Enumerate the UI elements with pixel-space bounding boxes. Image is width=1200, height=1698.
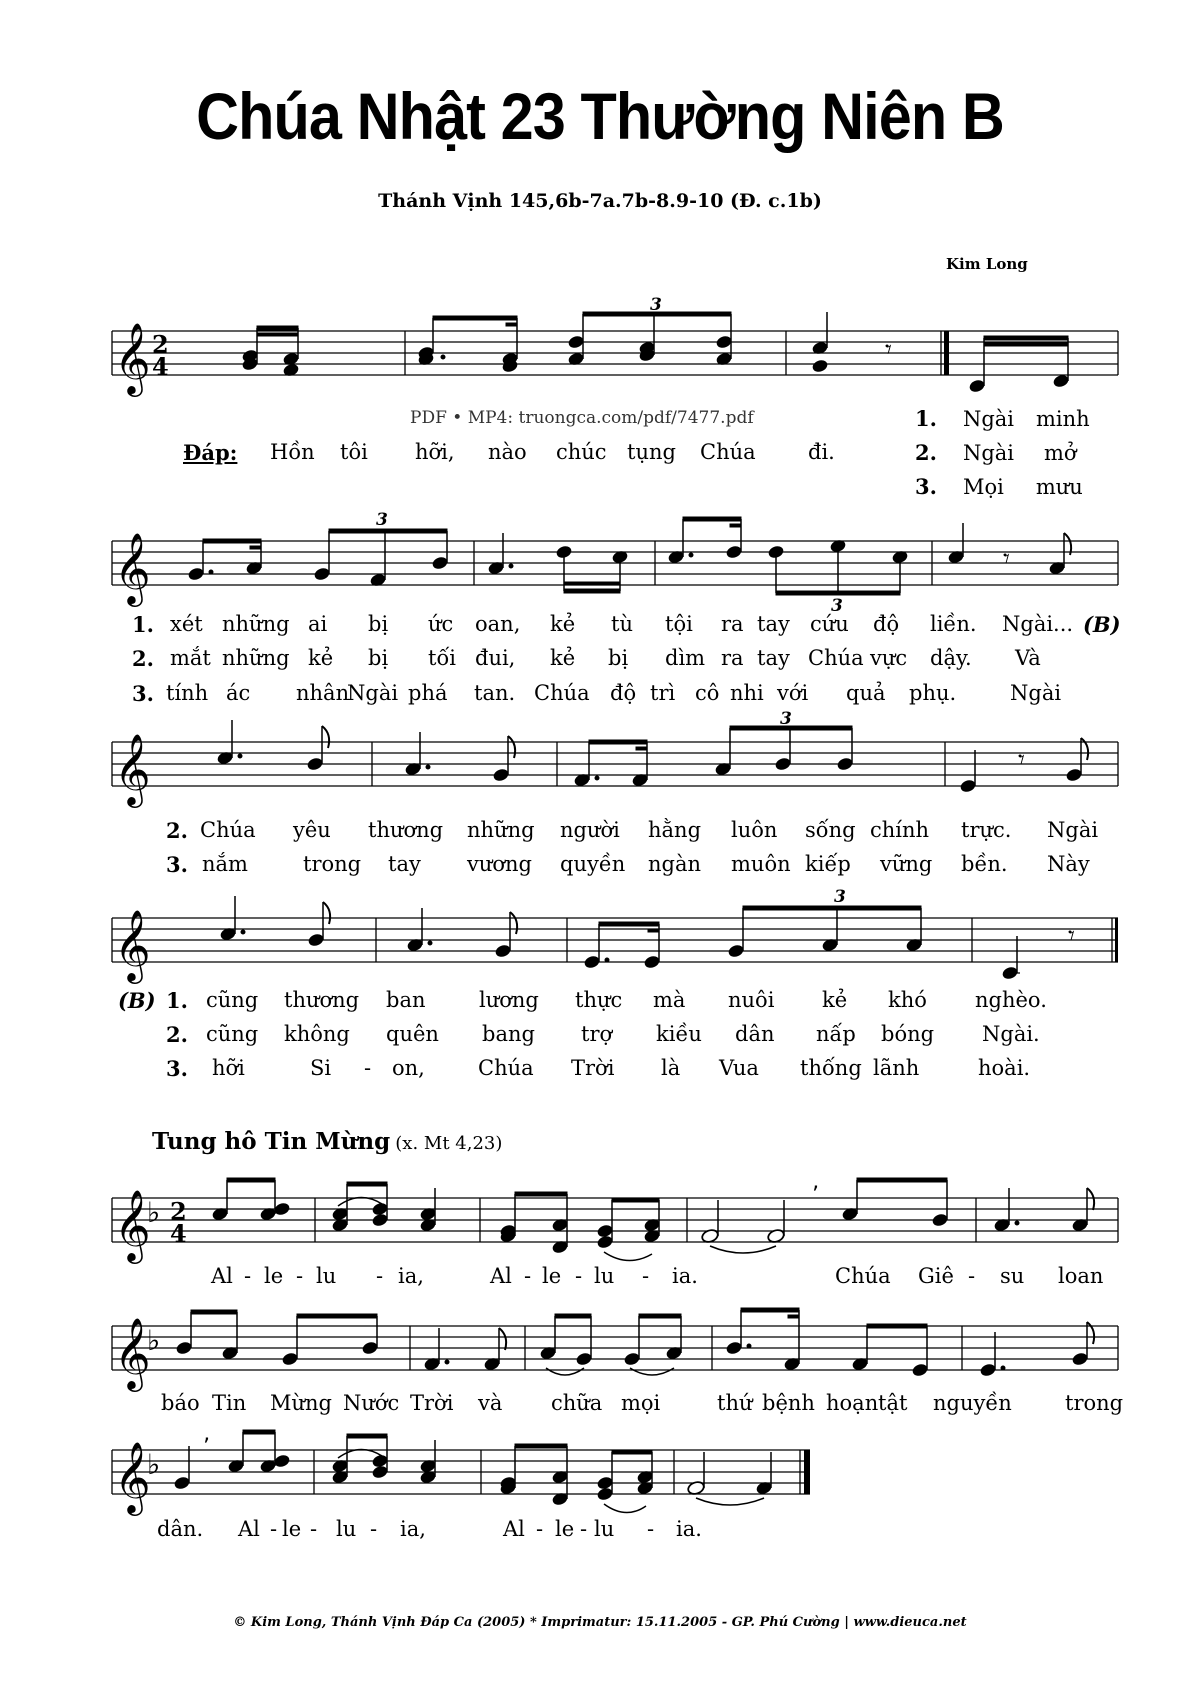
lyric-syllable: những	[222, 612, 290, 636]
svg-text:♭: ♭	[147, 1324, 161, 1357]
lyric-syllable: cũng	[206, 1022, 259, 1046]
lyric-syllable: -	[642, 1264, 650, 1288]
staff-gospel-2	[0, 1298, 1200, 1388]
lyric-syllable: tay	[757, 612, 790, 636]
lyric-syllable: Ngài	[1010, 681, 1062, 705]
staff-system-3	[0, 709, 1200, 805]
marker-b: (B)	[118, 988, 156, 1013]
lyric-syllable: bang	[482, 1022, 535, 1046]
verse-number: 3.	[166, 1056, 188, 1081]
lyric-syllable: muôn	[731, 852, 791, 876]
lyric-syllable: -	[968, 1264, 976, 1288]
response-syllable: tụng	[627, 440, 676, 464]
psalm-reference: Thánh Vịnh 145,6b-7a.7b-8.9-10 (Đ. c.1b)	[378, 190, 822, 212]
lyric-syllable: bệnh	[762, 1391, 815, 1415]
verse-start-2: 2. Ngài mở	[915, 440, 1077, 465]
lyric-syllable: tội	[665, 612, 693, 636]
triplet-mark: 3	[650, 295, 662, 315]
lyric-syllable: su	[1000, 1264, 1025, 1288]
svg-text:♭: ♭	[147, 1448, 161, 1481]
verse-number: 1.	[166, 988, 188, 1013]
lyric-syllable: dìm	[665, 646, 706, 670]
lyric-syllable: Giê	[918, 1264, 954, 1288]
lyric-syllable: -	[536, 1517, 544, 1541]
lyric-syllable: tính	[166, 681, 209, 705]
svg-text:𝄾: 𝄾	[1018, 745, 1025, 775]
lyric-syllable: hoạn	[826, 1391, 879, 1415]
lyric-syllable: trợ	[581, 1022, 613, 1046]
verse-number: 1.	[132, 612, 154, 637]
lyric-syllable: ia.	[672, 1264, 698, 1288]
lyric-syllable: trong	[1065, 1391, 1124, 1415]
lyric-syllable: dân	[735, 1022, 775, 1046]
response-syllable: chúc	[556, 440, 607, 464]
response-syllable: Chúa	[700, 440, 756, 464]
response-syllable: đi.	[808, 440, 835, 464]
lyric-syllable: lu	[316, 1264, 337, 1288]
lyric-syllable: ác	[226, 681, 251, 705]
lyric-syllable: phá	[408, 681, 448, 705]
lyric-syllable: mắt	[170, 646, 211, 670]
svg-text:3: 3	[834, 887, 846, 907]
lyric-syllable: le	[282, 1517, 302, 1541]
svg-text:’: ’	[812, 1183, 819, 1208]
lyric-syllable: ra	[721, 646, 744, 670]
lyric-syllable: Tin	[212, 1391, 247, 1415]
lyric-syllable: tật	[878, 1391, 908, 1415]
lyric-syllable: nhi	[730, 681, 764, 705]
lyric-syllable: kẻ	[822, 988, 848, 1012]
eighth-rest-icon: 𝄾	[885, 335, 892, 365]
gospel-heading	[152, 1128, 502, 1155]
lyric-syllable: Vua	[719, 1056, 759, 1080]
lyric-syllable: hoài.	[978, 1056, 1031, 1080]
lyric-syllable: le	[542, 1264, 562, 1288]
lyric-syllable: vực	[870, 646, 908, 670]
lyric-syllable: lu	[336, 1517, 357, 1541]
lyric-syllable: xét	[170, 612, 203, 636]
lyric-syllable: trì	[650, 681, 676, 705]
lyric-syllable: là	[661, 1056, 681, 1080]
verse-number: 2.	[166, 818, 188, 843]
lyric-syllable: cứu	[810, 612, 849, 636]
lyric-syllable: kiều	[656, 1022, 702, 1046]
lyric-syllable: độ	[610, 681, 637, 705]
svg-text:𝄞: 𝄞	[114, 1440, 151, 1513]
svg-text:𝄞: 𝄞	[114, 1316, 151, 1389]
lyric-syllable: ia,	[400, 1517, 426, 1541]
lyric-syllable: vững	[880, 852, 933, 876]
lyric-syllable: Al	[211, 1264, 233, 1288]
lyric-syllable: kẻ	[550, 612, 576, 636]
lyric-syllable: bị	[368, 612, 389, 636]
lyric-syllable: lãnh	[873, 1056, 920, 1080]
lyric-syllable: hằng	[648, 818, 702, 842]
lyric-syllable: Trời	[571, 1056, 615, 1080]
lyric-syllable: -	[244, 1264, 252, 1288]
lyric-syllable: Nước	[343, 1391, 400, 1415]
time-sig-top: 2	[152, 330, 169, 359]
lyric-syllable: thống	[800, 1056, 862, 1080]
lyric-syllable: ức	[428, 612, 454, 636]
lyric-syllable: báo	[161, 1391, 200, 1415]
lyric-syllable: -	[580, 1517, 588, 1541]
lyric-syllable: nguyền	[933, 1391, 1012, 1415]
lyric-syllable: quả	[846, 681, 886, 705]
lyric-syllable: ia.	[676, 1517, 702, 1541]
svg-text:4: 4	[170, 1219, 187, 1248]
flat-icon: ♭	[147, 1196, 161, 1229]
lyric-syllable: mọi	[621, 1391, 661, 1415]
lyric-syllable: những	[467, 818, 535, 842]
time-sig-bottom: 4	[152, 352, 169, 381]
lyric-syllable: nấp	[816, 1022, 856, 1046]
lyric-syllable: chính	[870, 818, 930, 842]
lyric-syllable: Trời	[410, 1391, 454, 1415]
lyric-syllable: thực	[575, 988, 623, 1012]
svg-text:2: 2	[170, 1197, 187, 1226]
lyric-syllable: -	[364, 1056, 372, 1080]
staff-system-4	[0, 886, 1200, 981]
lyric-syllable: Ngài...	[1002, 612, 1074, 636]
lyric-syllable: thương	[284, 988, 360, 1012]
lyric-syllable: ngàn	[648, 852, 702, 876]
lyric-syllable: Chúa	[200, 818, 256, 842]
verse-start-3: 3. Mọi mưu	[915, 474, 1083, 499]
lyric-syllable: yêu	[293, 818, 331, 842]
lyric-syllable: nuôi	[728, 988, 775, 1012]
svg-text:𝄞: 𝄞	[114, 531, 151, 604]
lyric-syllable: tan.	[474, 681, 516, 705]
lyric-syllable: vương	[467, 852, 532, 876]
lyric-syllable: mà	[653, 988, 686, 1012]
lyric-syllable: -	[270, 1517, 278, 1541]
lyric-syllable: Mừng	[270, 1391, 332, 1415]
lyric-syllable: hỡi	[212, 1056, 245, 1080]
svg-text:3: 3	[780, 709, 792, 729]
lyric-syllable: Chúa	[478, 1056, 534, 1080]
lyric-syllable: bị	[608, 646, 629, 670]
response-label: Đáp:	[183, 440, 238, 465]
lyric-syllable: và	[478, 1391, 503, 1415]
lyric-syllable: -	[647, 1517, 655, 1541]
response-syllable: nào	[488, 440, 527, 464]
lyric-syllable: ai	[308, 612, 328, 636]
lyric-syllable: lu	[594, 1264, 615, 1288]
lyric-syllable: những	[222, 646, 290, 670]
lyric-syllable: -	[376, 1264, 384, 1288]
lyric-syllable: -	[575, 1264, 583, 1288]
verse-start-1: 1. Ngài minh	[915, 406, 1090, 431]
staff-system-1	[0, 295, 1200, 394]
lyric-syllable: on,	[392, 1056, 425, 1080]
lyric-syllable: Chúa	[835, 1264, 891, 1288]
lyric-syllable: sống	[805, 818, 856, 842]
gospel-ref: (x. Mt 4,23)	[395, 1133, 503, 1154]
verse-number: 3.	[132, 681, 154, 706]
lyric-syllable: cô	[695, 681, 720, 705]
lyric-syllable: tay	[388, 852, 421, 876]
lyric-syllable: tay	[757, 646, 790, 670]
lyric-syllable: Si	[310, 1056, 332, 1080]
svg-text:𝄞: 𝄞	[114, 732, 151, 805]
staff-gospel-1	[0, 1170, 1200, 1260]
verse-number: 3.	[166, 852, 188, 877]
lyric-syllable: tù	[611, 612, 633, 636]
svg-text:3: 3	[376, 510, 388, 530]
lyric-syllable: quên	[386, 1022, 439, 1046]
lyric-syllable: Al	[490, 1264, 512, 1288]
lyric-syllable: cũng	[206, 988, 259, 1012]
lyric-syllable: Al	[238, 1517, 260, 1541]
lyric-syllable: Và	[1015, 646, 1041, 670]
lyric-syllable: -	[370, 1517, 378, 1541]
composer-name: Kim Long	[946, 255, 1028, 273]
svg-text:𝄾: 𝄾	[1003, 544, 1010, 574]
gospel-title: Tung hô Tin Mừng	[152, 1128, 391, 1155]
svg-text:3: 3	[831, 596, 843, 616]
lyric-syllable: liền.	[930, 612, 977, 636]
response-syllable: hỡi,	[415, 440, 455, 464]
lyric-syllable: lu	[594, 1517, 615, 1541]
lyric-syllable: nghèo.	[975, 988, 1047, 1012]
lyric-syllable: Ngài.	[982, 1022, 1040, 1046]
lyric-syllable: (B)	[1083, 612, 1121, 637]
lyric-syllable: -	[524, 1264, 532, 1288]
lyric-syllable: Chúa	[534, 681, 590, 705]
verse-number: 2.	[166, 1022, 188, 1047]
lyric-syllable: độ	[873, 612, 900, 636]
lyric-syllable: tối	[428, 646, 457, 670]
lyric-syllable: dân.	[157, 1517, 204, 1541]
response-syllable: Hồn	[270, 440, 315, 464]
svg-text:𝄞: 𝄞	[114, 908, 151, 981]
lyric-syllable: le	[555, 1517, 575, 1541]
lyric-syllable: bền.	[961, 852, 1008, 876]
lyric-syllable: nắm	[202, 852, 248, 876]
lyric-syllable: kẻ	[550, 646, 576, 670]
lyric-syllable: thương	[368, 818, 444, 842]
lyric-syllable: lương	[479, 988, 539, 1012]
lyric-syllable: -	[296, 1264, 304, 1288]
lyric-syllable: khó	[888, 988, 927, 1012]
lyric-syllable: ban	[386, 988, 426, 1012]
lyric-syllable: thứ	[717, 1391, 753, 1415]
lyric-syllable: luôn	[731, 818, 778, 842]
lyric-syllable: Ngài	[1047, 818, 1099, 842]
lyric-syllable: trực.	[961, 818, 1012, 842]
lyric-syllable: Chúa	[808, 646, 864, 670]
lyric-syllable: chữa	[551, 1391, 603, 1415]
lyric-syllable: oan,	[475, 612, 521, 636]
lyric-syllable: trong	[303, 852, 362, 876]
lyric-syllable: người	[560, 818, 620, 842]
response-syllable: tôi	[340, 440, 368, 464]
staff-system-2	[0, 505, 1200, 616]
lyric-syllable: bị	[368, 646, 389, 670]
lyric-syllable: kiếp	[805, 852, 851, 876]
svg-text:’: ’	[203, 1435, 210, 1460]
lyric-syllable: kẻ	[308, 646, 334, 670]
lyric-syllable: quyền	[560, 852, 626, 876]
copyright-footer: © Kim Long, Thánh Vịnh Đáp Ca (2005) * Imprimatur: 15.11.2005 - GP. Phú Cường | www.dieuca.net	[233, 1615, 967, 1630]
lyric-syllable: nhân	[296, 681, 350, 705]
page-title: Chúa Nhật 23 Thường Niên B	[196, 79, 1004, 153]
lyric-syllable: Al	[503, 1517, 525, 1541]
lyric-syllable: không	[284, 1022, 350, 1046]
lyric-syllable: loan	[1058, 1264, 1104, 1288]
svg-text:𝄞: 𝄞	[114, 1188, 151, 1261]
lyric-syllable: le	[264, 1264, 284, 1288]
pdf-link[interactable]: PDF • MP4: truongca.com/pdf/7477.pdf	[410, 408, 754, 428]
staff-gospel-3	[0, 1422, 1200, 1512]
lyric-syllable: với	[777, 681, 809, 705]
lyric-syllable: -	[310, 1517, 318, 1541]
lyric-syllable: dậy.	[930, 646, 972, 670]
lyric-syllable: bóng	[881, 1022, 935, 1046]
lyric-syllable: phụ.	[909, 681, 957, 705]
lyric-syllable: ia,	[398, 1264, 424, 1288]
lyric-syllable: Này	[1047, 852, 1090, 876]
svg-text:𝄾: 𝄾	[1068, 921, 1075, 951]
lyric-syllable: Ngài	[347, 681, 399, 705]
lyric-syllable: đui,	[475, 646, 516, 670]
treble-clef-icon: 𝄞	[114, 321, 151, 394]
lyric-syllable: ra	[721, 612, 744, 636]
verse-number: 2.	[132, 646, 154, 671]
